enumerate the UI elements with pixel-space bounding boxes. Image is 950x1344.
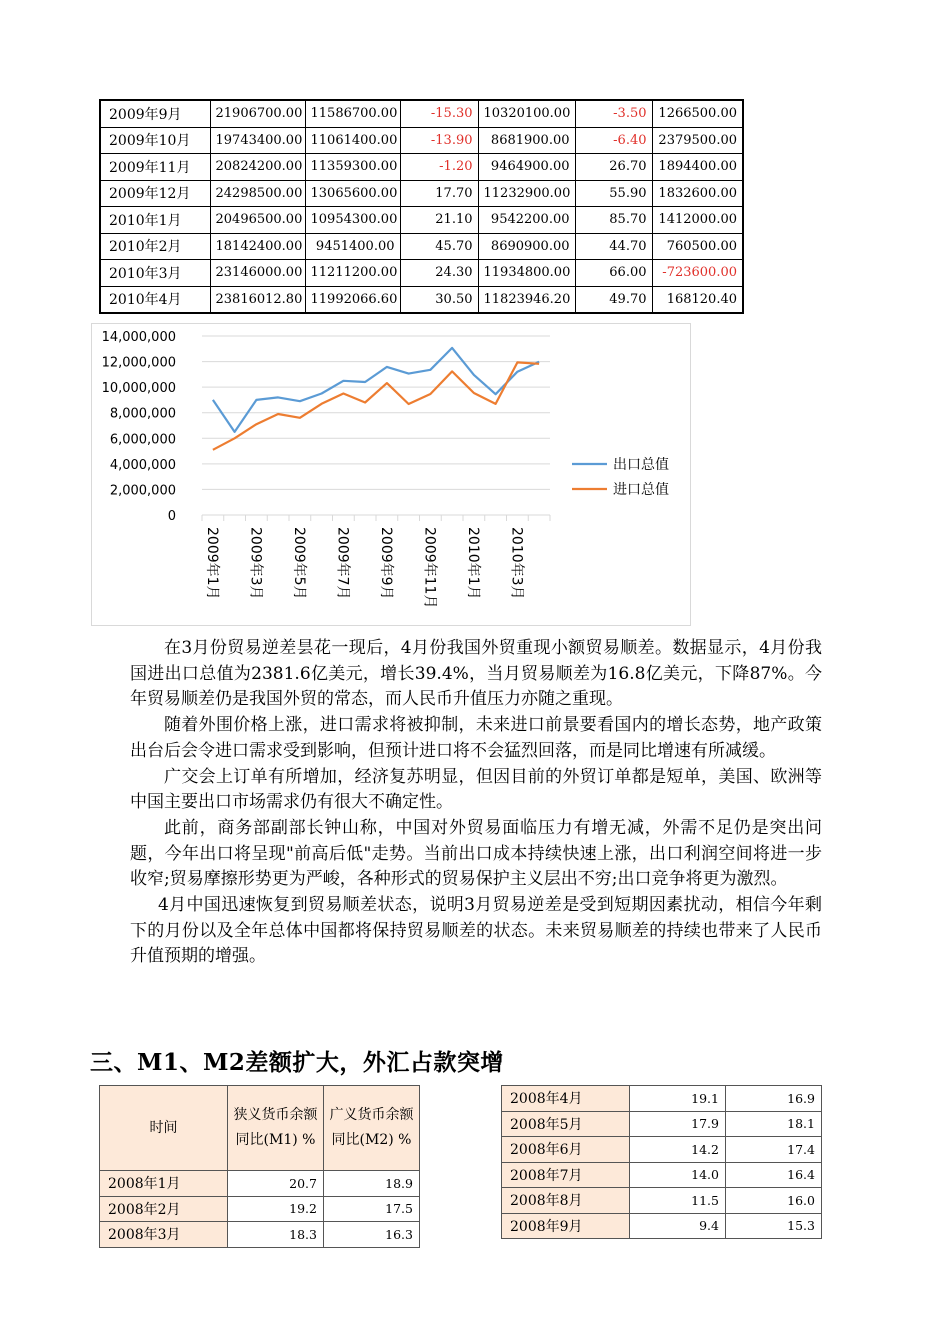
- cell-import-growth: 55.90: [575, 180, 652, 207]
- cell-balance: 168120.40: [652, 286, 743, 313]
- table-row: [502, 1086, 822, 1112]
- cell-balance: 1894400.00: [652, 154, 743, 181]
- table-row: [100, 207, 743, 234]
- cell-import: 9542200.00: [478, 207, 575, 234]
- y-tick-label: 4,000,000: [109, 457, 176, 473]
- x-tick-label: 2009年5月: [290, 527, 307, 600]
- cell-import: 8681900.00: [478, 127, 575, 154]
- cell-import-growth: 49.70: [575, 286, 652, 313]
- paragraph: 随着外围价格上涨，进口需求将被抑制，未来进口前景要看国内的增长态势，地产政策出台后会令进口需求受到影响，但预计进口将不会猛烈回落，而是同比增速有所减缓。: [130, 715, 822, 761]
- cell-total: 24298500.00: [210, 180, 305, 207]
- x-tick-label: 2009年11月: [421, 527, 438, 609]
- cell-date: 2010年4月: [100, 286, 210, 313]
- cell-total: 18142400.00: [210, 233, 305, 260]
- cell-m2: 16.0: [726, 1188, 822, 1214]
- cell-m2: 16.9: [726, 1086, 822, 1112]
- cell-m1: 19.2: [228, 1196, 324, 1222]
- trade-table-body: [100, 100, 743, 313]
- cell-m1: 19.1: [630, 1086, 726, 1112]
- table-row: [502, 1188, 822, 1214]
- cell-date: 2010年1月: [100, 207, 210, 234]
- cell-total: 23146000.00: [210, 260, 305, 287]
- cell-balance: 1412000.00: [652, 207, 743, 234]
- cell-total: 23816012.80: [210, 286, 305, 313]
- y-tick-label: 12,000,000: [101, 355, 176, 371]
- cell-month: 2008年4月: [502, 1086, 630, 1112]
- cell-date: 2009年10月: [100, 127, 210, 154]
- cell-m1: 14.0: [630, 1162, 726, 1188]
- cell-import-growth: 85.70: [575, 207, 652, 234]
- table-row: [100, 1222, 420, 1248]
- article-body: [130, 636, 822, 970]
- cell-date: 2009年9月: [100, 100, 210, 127]
- cell-balance: 1266500.00: [652, 100, 743, 127]
- y-tick-label: 10,000,000: [101, 381, 176, 397]
- cell-m1: 14.2: [630, 1137, 726, 1163]
- cell-date: 2009年11月: [100, 154, 210, 181]
- legend-label: 出口总值: [613, 457, 669, 473]
- cell-m1: 20.7: [228, 1171, 324, 1197]
- cell-month: 2008年1月: [100, 1171, 228, 1197]
- header-m2: 广义货币余额同比(M2) %: [324, 1086, 420, 1171]
- cell-month: 2008年9月: [502, 1213, 630, 1239]
- cell-m2: 16.3: [324, 1222, 420, 1248]
- legend-label: 进口总值: [613, 482, 669, 498]
- cell-import: 11823946.20: [478, 286, 575, 313]
- cell-export-growth: -15.30: [400, 100, 478, 127]
- table-row: [100, 286, 743, 313]
- cell-balance: -723600.00: [652, 260, 743, 287]
- cell-date: 2010年2月: [100, 233, 210, 260]
- section-heading: 三、M1、M2差额扩大，外汇占款突增: [90, 1049, 504, 1076]
- table-header-row: [100, 1086, 420, 1171]
- money-right-body: [502, 1086, 822, 1239]
- cell-import: 8690900.00: [478, 233, 575, 260]
- cell-export-growth: 21.10: [400, 207, 478, 234]
- cell-export: 9451400.00: [305, 233, 400, 260]
- y-tick-label: 6,000,000: [109, 432, 176, 448]
- y-tick-label: 0: [167, 509, 176, 524]
- cell-export-growth: 17.70: [400, 180, 478, 207]
- header-time: 时间: [100, 1086, 228, 1171]
- cell-import: 9464900.00: [478, 154, 575, 181]
- table-row: [502, 1162, 822, 1188]
- x-tick-label: 2009年7月: [334, 527, 351, 600]
- table-row: [100, 1171, 420, 1197]
- cell-month: 2008年3月: [100, 1222, 228, 1248]
- cell-m2: 15.3: [726, 1213, 822, 1239]
- cell-date: 2010年3月: [100, 260, 210, 287]
- cell-export: 11359300.00: [305, 154, 400, 181]
- cell-month: 2008年6月: [502, 1137, 630, 1163]
- table-row: [100, 233, 743, 260]
- cell-month: 2008年7月: [502, 1162, 630, 1188]
- x-tick-label: 2010年3月: [508, 527, 525, 600]
- cell-m2: 16.4: [726, 1162, 822, 1188]
- cell-import: 10320100.00: [478, 100, 575, 127]
- table-row: [502, 1137, 822, 1163]
- cell-export: 11586700.00: [305, 100, 400, 127]
- cell-total: 20496500.00: [210, 207, 305, 234]
- money-supply-table-right: [501, 1085, 822, 1239]
- cell-total: 21906700.00: [210, 100, 305, 127]
- x-tick-label: 2009年3月: [247, 527, 264, 600]
- cell-export: 11061400.00: [305, 127, 400, 154]
- cell-export: 13065600.00: [305, 180, 400, 207]
- table-row: [100, 260, 743, 287]
- trade-data-table: [99, 99, 744, 314]
- cell-m2: 17.5: [324, 1196, 420, 1222]
- cell-import-growth: 66.00: [575, 260, 652, 287]
- cell-export-growth: -1.20: [400, 154, 478, 181]
- cell-export: 10954300.00: [305, 207, 400, 234]
- cell-balance: 1832600.00: [652, 180, 743, 207]
- cell-export-growth: 24.30: [400, 260, 478, 287]
- header-m1: 狭义货币余额同比(M1) %: [228, 1086, 324, 1171]
- cell-m2: 18.1: [726, 1111, 822, 1137]
- cell-import-growth: -6.40: [575, 127, 652, 154]
- y-tick-label: 8,000,000: [109, 406, 176, 422]
- money-supply-table-left: [99, 1085, 420, 1248]
- trade-line-chart: [91, 323, 691, 626]
- x-tick-label: 2009年1月: [203, 527, 220, 600]
- y-tick-label: 14,000,000: [101, 330, 176, 345]
- y-tick-label: 2,000,000: [109, 483, 176, 499]
- cell-total: 20824200.00: [210, 154, 305, 181]
- x-tick-label: 2010年1月: [464, 527, 481, 600]
- table-row: [100, 127, 743, 154]
- paragraph: 此前，商务部副部长钟山称，中国对外贸易面临压力有增无减，外需不足仍是突出问题，今年出口将呈现"前高后低"走势。当前出口成本持续快速上涨，出口利润空间将进一步收窄;贸易摩擦形势更为严峻，各种形式的贸易保护主义层出不穷;出口竞争将更为激烈。: [130, 817, 822, 890]
- table-row: [100, 154, 743, 181]
- x-tick-label: 2009年9月: [377, 527, 394, 600]
- series-line: [213, 348, 539, 432]
- cell-export-growth: 45.70: [400, 233, 478, 260]
- cell-m1: 18.3: [228, 1222, 324, 1248]
- table-row: [502, 1111, 822, 1137]
- cell-m2: 18.9: [324, 1171, 420, 1197]
- cell-import-growth: 44.70: [575, 233, 652, 260]
- chart-svg: [92, 324, 690, 625]
- cell-month: 2008年8月: [502, 1188, 630, 1214]
- cell-balance: 2379500.00: [652, 127, 743, 154]
- table-row: [100, 100, 743, 127]
- table-row: [100, 1196, 420, 1222]
- paragraph: 在3月份贸易逆差昙花一现后，4月份我国外贸重现小额贸易顺差。数据显示，4月份我国进出口总值为2381.6亿美元，增长39.4%，当月贸易顺差为16.8亿美元，下降87%。今年贸易顺差仍是我国外贸的常态，而人民币升值压力亦随之重现。: [130, 638, 822, 710]
- table-row: [100, 180, 743, 207]
- cell-balance: 760500.00: [652, 233, 743, 260]
- cell-month: 2008年5月: [502, 1111, 630, 1137]
- cell-export-growth: 30.50: [400, 286, 478, 313]
- cell-m1: 11.5: [630, 1188, 726, 1214]
- cell-month: 2008年2月: [100, 1196, 228, 1222]
- cell-export: 11992066.60: [305, 286, 400, 313]
- cell-import: 11934800.00: [478, 260, 575, 287]
- cell-import-growth: 26.70: [575, 154, 652, 181]
- paragraph: 广交会上订单有所增加，经济复苏明显，但因目前的外贸订单都是短单，美国、欧洲等中国主要出口市场需求仍有很大不确定性。: [130, 766, 822, 813]
- paragraph: 4月中国迅速恢复到贸易顺差状态，说明3月贸易逆差是受到短期因素扰动，相信今年剩下的月份以及全年总体中国都将保持贸易顺差的状态。未来贸易顺差的持续也带来了人民币升值预期的增强。: [130, 895, 822, 967]
- cell-m2: 17.4: [726, 1137, 822, 1163]
- table-row: [502, 1213, 822, 1239]
- money-left-body: [100, 1171, 420, 1248]
- cell-export: 11211200.00: [305, 260, 400, 287]
- cell-m1: 17.9: [630, 1111, 726, 1137]
- cell-m1: 9.4: [630, 1213, 726, 1239]
- cell-export-growth: -13.90: [400, 127, 478, 154]
- cell-import: 11232900.00: [478, 180, 575, 207]
- cell-import-growth: -3.50: [575, 100, 652, 127]
- cell-date: 2009年12月: [100, 180, 210, 207]
- cell-total: 19743400.00: [210, 127, 305, 154]
